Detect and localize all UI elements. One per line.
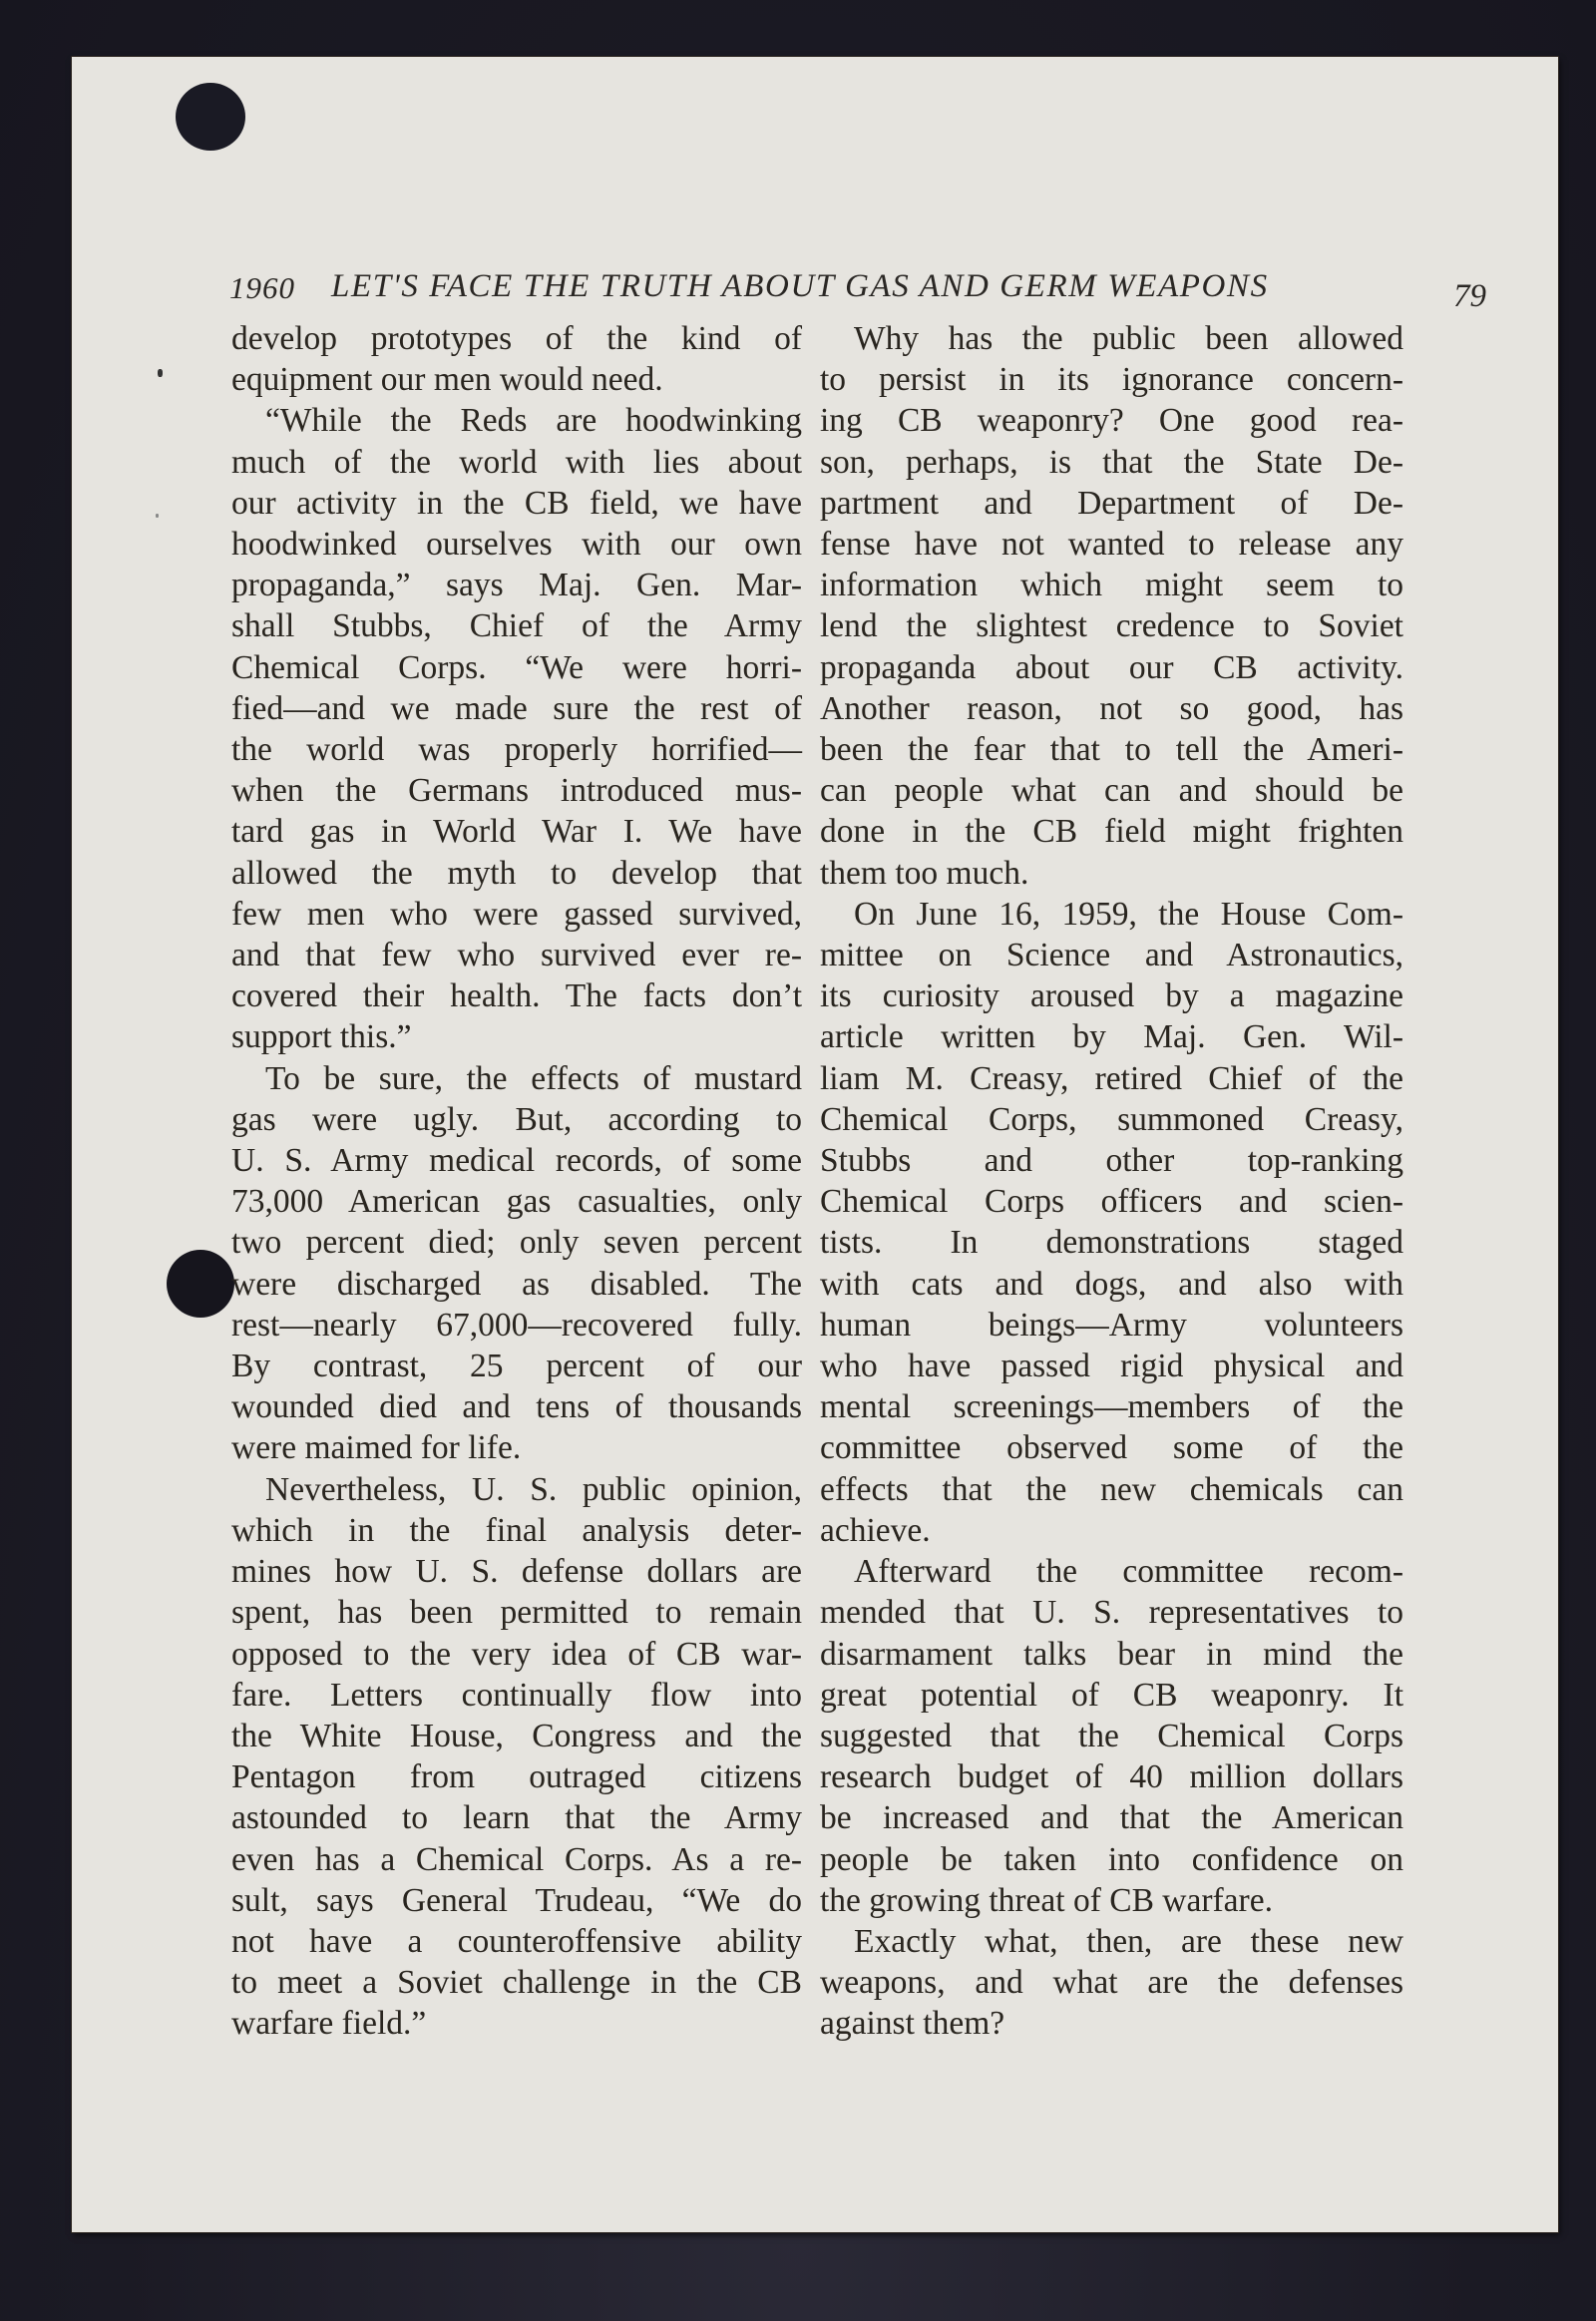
- text-line: fare. Letters continually flow into: [231, 1676, 802, 1714]
- text-line: opposed to the very idea of CB war-: [231, 1635, 802, 1673]
- text-line: research budget of 40 million dollars: [820, 1758, 1403, 1796]
- paragraph: [820, 1921, 1403, 2045]
- running-head-title: LET'S FACE THE TRUTH ABOUT GAS AND GERM WEAPONS: [331, 268, 1269, 304]
- text-line: Pentagon from outraged citizens: [231, 1758, 802, 1796]
- paragraph: [820, 894, 1403, 1551]
- text-line: effects that the new chemicals can: [820, 1470, 1403, 1508]
- text-line: suggested that the Chemical Corps: [820, 1717, 1403, 1754]
- text-line: Chemical Corps officers and scien-: [820, 1183, 1403, 1221]
- text-line: information which might seem to: [820, 567, 1403, 604]
- text-line: shall Stubbs, Chief of the Army: [231, 607, 802, 645]
- text-line: To be sure, the effects of mustard: [265, 1059, 802, 1097]
- text-line: Stubbs and other top-ranking: [820, 1142, 1403, 1180]
- text-line: equipment our men would need.: [231, 361, 663, 399]
- text-line: be increased and that the American: [820, 1799, 1403, 1837]
- text-line: warfare field.”: [231, 2005, 427, 2043]
- text-line: disarmament talks bear in mind the: [820, 1635, 1403, 1673]
- paragraph: [820, 1551, 1403, 1921]
- text-line: great potential of CB weaponry. It: [820, 1676, 1403, 1714]
- text-line: article written by Maj. Gen. Wil-: [820, 1018, 1403, 1056]
- text-line: committee observed some of the: [820, 1429, 1403, 1467]
- text-line: when the Germans introduced mus-: [231, 772, 802, 810]
- paragraph: [231, 400, 802, 1057]
- right-column: [820, 318, 1403, 2045]
- text-line: which in the final analysis deter-: [231, 1511, 802, 1549]
- text-line: On June 16, 1959, the House Com-: [854, 895, 1403, 933]
- text-line: wounded died and tens of thousands: [231, 1388, 802, 1426]
- text-line: propaganda about our CB activity.: [820, 648, 1403, 686]
- text-line: people be taken into confidence on: [820, 1840, 1403, 1878]
- text-line: mental screenings—members of the: [820, 1388, 1403, 1426]
- text-line: Chemical Corps. “We were horri-: [231, 648, 802, 686]
- text-line: By contrast, 25 percent of our: [231, 1348, 802, 1385]
- page-number: 79: [1453, 278, 1486, 314]
- text-line: fense have not wanted to release any: [820, 526, 1403, 564]
- text-line: its curiosity aroused by a magazine: [820, 977, 1403, 1015]
- running-head: [229, 264, 1486, 314]
- text-line: two percent died; only seven percent: [231, 1224, 802, 1262]
- text-line: human beings—Army volunteers: [820, 1306, 1403, 1344]
- text-line: our activity in the CB field, we have: [231, 484, 802, 522]
- text-line: done in the CB field might frighten: [820, 813, 1403, 851]
- text-line: tard gas in World War I. We have: [231, 813, 802, 851]
- text-line: gas were ugly. But, according to: [231, 1100, 802, 1138]
- text-line: propaganda,” says Maj. Gen. Mar-: [231, 567, 802, 604]
- text-line: “While the Reds are hoodwinking: [265, 402, 802, 440]
- text-line: Nevertheless, U. S. public opinion,: [265, 1470, 802, 1508]
- text-line: to meet a Soviet challenge in the CB: [231, 1964, 802, 2002]
- text-line: the world was properly horrified—: [231, 731, 802, 769]
- text-line: can people what can and should be: [820, 772, 1403, 810]
- left-column: [231, 318, 802, 2045]
- text-line: 73,000 American gas casualties, only: [231, 1183, 802, 1221]
- text-line: lend the slightest credence to Soviet: [820, 607, 1403, 645]
- running-head-year: 1960: [229, 270, 295, 305]
- punch-hole: [167, 1250, 234, 1318]
- text-line: not have a counteroffensive ability: [231, 1922, 802, 1960]
- text-line: mittee on Science and Astronautics,: [820, 937, 1403, 974]
- document-page: [72, 57, 1558, 2232]
- text-line: astounded to learn that the Army: [231, 1799, 802, 1837]
- text-line: mended that U. S. representatives to: [820, 1594, 1403, 1632]
- text-line: Why has the public been allowed: [854, 320, 1403, 357]
- text-line: Another reason, not so good, has: [820, 689, 1403, 727]
- text-line: were maimed for life.: [231, 1429, 522, 1467]
- text-line: allowed the myth to develop that: [231, 854, 802, 892]
- text-line: U. S. Army medical records, of some: [231, 1142, 802, 1180]
- text-line: and that few who survived ever re-: [231, 937, 802, 974]
- text-line: to persist in its ignorance concern-: [820, 361, 1403, 399]
- text-line: the growing threat of CB warfare.: [820, 1881, 1273, 1919]
- text-line: weapons, and what are the defenses: [820, 1964, 1403, 2002]
- paragraph: [231, 1469, 802, 2045]
- text-line: rest—nearly 67,000—recovered fully.: [231, 1306, 802, 1344]
- text-line: few men who were gassed survived,: [231, 895, 802, 933]
- text-line: them too much.: [820, 854, 1029, 892]
- text-line: Chemical Corps, summoned Creasy,: [820, 1100, 1403, 1138]
- paragraph: [231, 318, 802, 400]
- text-line: ing CB weaponry? One good rea-: [820, 402, 1403, 440]
- text-line: Afterward the committee recom-: [854, 1553, 1403, 1591]
- text-line: Exactly what, then, are these new: [854, 1922, 1403, 1960]
- text-line: support this.”: [231, 1018, 412, 1056]
- text-line: who have passed rigid physical and: [820, 1348, 1403, 1385]
- text-line: with cats and dogs, and also with: [820, 1265, 1403, 1303]
- text-line: were discharged as disabled. The: [231, 1265, 802, 1303]
- text-line: son, perhaps, is that the State De-: [820, 443, 1403, 481]
- text-line: fied—and we made sure the rest of: [231, 689, 802, 727]
- text-line: much of the world with lies about: [231, 443, 802, 481]
- text-line: covered their health. The facts don’t: [231, 977, 802, 1015]
- text-line: even has a Chemical Corps. As a re-: [231, 1840, 802, 1878]
- text-line: partment and Department of De-: [820, 484, 1403, 522]
- text-line: develop prototypes of the kind of: [231, 320, 802, 357]
- text-line: mines how U. S. defense dollars are: [231, 1553, 802, 1591]
- text-line: sult, says General Trudeau, “We do: [231, 1881, 802, 1919]
- paper-speck: [156, 514, 159, 518]
- paragraph: [820, 318, 1403, 894]
- paper-speck: [158, 369, 163, 377]
- text-line: spent, has been permitted to remain: [231, 1594, 802, 1632]
- text-line: against them?: [820, 2005, 1005, 2043]
- paragraph: [231, 1058, 802, 1469]
- text-line: the White House, Congress and the: [231, 1717, 802, 1754]
- text-line: been the fear that to tell the Ameri-: [820, 731, 1403, 769]
- text-line: tists. In demonstrations staged: [820, 1224, 1403, 1262]
- text-line: achieve.: [820, 1511, 931, 1549]
- text-line: liam M. Creasy, retired Chief of the: [820, 1059, 1403, 1097]
- text-line: hoodwinked ourselves with our own: [231, 526, 802, 564]
- punch-hole: [176, 83, 245, 151]
